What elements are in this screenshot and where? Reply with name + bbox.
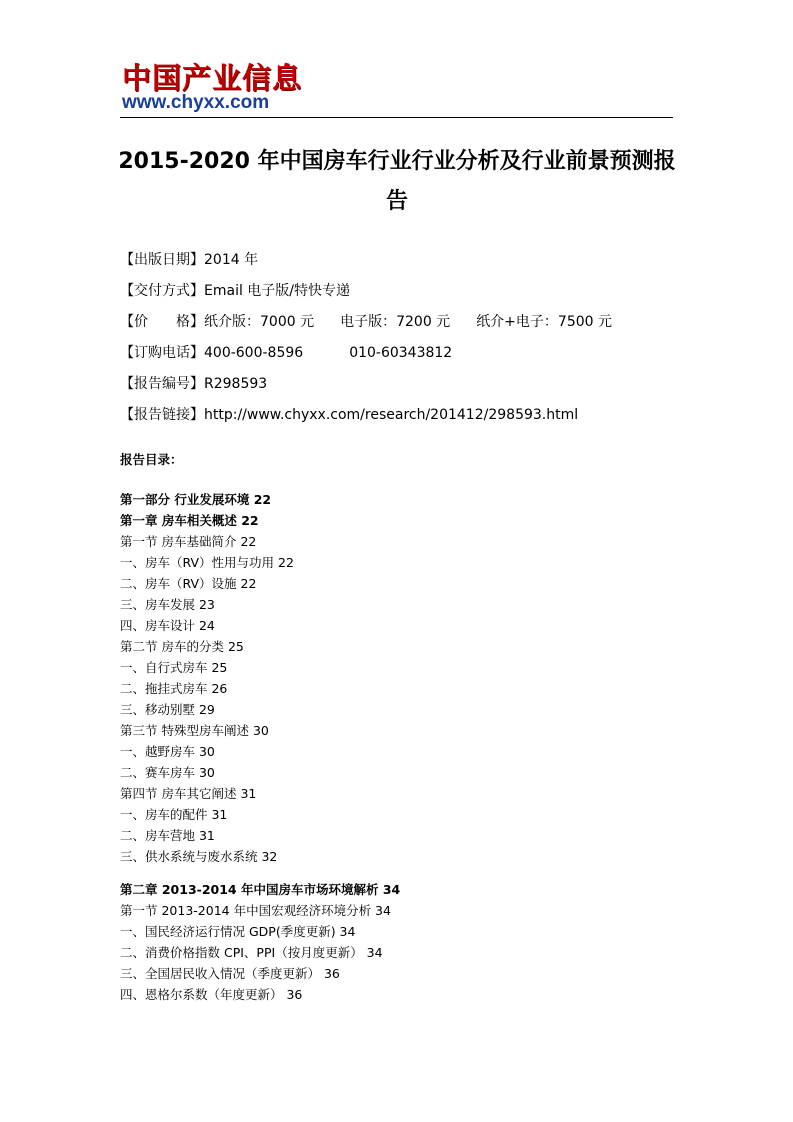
toc-entry: 二、拖挂式房车 26 [120, 681, 228, 696]
toc-entry: 一、房车（RV）性用与功用 22 [120, 555, 294, 570]
toc-entry: 一、国民经济运行情况 GDP(季度更新) 34 [120, 924, 356, 939]
price-label: 【价 格】 [120, 314, 204, 330]
toc-spacer [120, 867, 400, 879]
toc-entry: 二、赛车房车 30 [120, 765, 215, 780]
phone-label: 【订购电话】 [120, 345, 204, 361]
phone-secondary: 010-60343812 [349, 345, 453, 361]
toc-entry: 第二节 房车的分类 25 [120, 639, 244, 654]
meta-report-number [120, 369, 612, 400]
toc-entry: 三、房车发展 23 [120, 597, 215, 612]
meta-publish-date [120, 245, 612, 276]
toc-heading: 报告目录： [120, 452, 183, 467]
price-paper: 纸介版：7000 元 [204, 314, 315, 330]
toc-entry: 第二章 2013-2014 年中国房车市场环境解析 34 [120, 882, 401, 897]
logo-url: www.chyxx.com [122, 92, 270, 113]
meta-report-link [120, 400, 612, 431]
delivery-label: 【交付方式】 [120, 283, 204, 299]
delivery-value: Email 电子版/特快专递 [204, 283, 351, 299]
table-of-contents [120, 489, 400, 1005]
toc-entry: 三、供水系统与废水系统 32 [120, 849, 278, 864]
price-electronic: 电子版：7200 元 [340, 314, 451, 330]
toc-entry: 四、恩格尔系数（年度更新） 36 [120, 987, 303, 1002]
toc-entry: 二、房车（RV）设施 22 [120, 576, 257, 591]
toc-entry: 一、自行式房车 25 [120, 660, 228, 675]
phone-primary: 400-600-8596 [204, 345, 304, 361]
toc-entry: 四、房车设计 24 [120, 618, 215, 633]
report-link-url[interactable]: http://www.chyxx.com/research/201412/298593.html [204, 407, 579, 423]
publish-date-label: 【出版日期】 [120, 252, 204, 268]
toc-entry: 二、消费价格指数 CPI、PPI（按月度更新） 34 [120, 945, 383, 960]
toc-entry: 二、房车营地 31 [120, 828, 215, 843]
toc-entry: 一、房车的配件 31 [120, 807, 228, 822]
report-meta [120, 245, 612, 431]
meta-phone [120, 338, 612, 369]
report-number-label: 【报告编号】 [120, 376, 204, 392]
toc-entry: 第一节 2013-2014 年中国宏观经济环境分析 34 [120, 903, 391, 918]
report-title: 2015-2020 年中国房车行业行业分析及行业前景预测报告 [118, 149, 676, 214]
toc-entry: 三、移动别墅 29 [120, 702, 215, 717]
toc-entry: 三、全国居民收入情况（季度更新） 36 [120, 966, 340, 981]
logo-chinese-name: 中国产业信息 [122, 61, 303, 95]
meta-delivery [120, 276, 612, 307]
toc-entry: 第一节 房车基础简介 22 [120, 534, 257, 549]
report-link-label: 【报告链接】 [120, 407, 204, 423]
header-divider [120, 117, 673, 118]
chyxx-logo[interactable] [122, 62, 302, 113]
toc-entry: 第三节 特殊型房车阐述 30 [120, 723, 269, 738]
toc-entry: 第一章 房车相关概述 22 [120, 513, 259, 528]
meta-price [120, 307, 612, 338]
toc-entry: 一、越野房车 30 [120, 744, 215, 759]
report-number-value: R298593 [204, 376, 268, 392]
publish-date-value: 2014 年 [204, 252, 259, 268]
toc-entry: 第四节 房车其它阐述 31 [120, 786, 257, 801]
toc-entry: 第一部分 行业发展环境 22 [120, 492, 272, 507]
price-both: 纸介+电子：7500 元 [476, 314, 612, 330]
